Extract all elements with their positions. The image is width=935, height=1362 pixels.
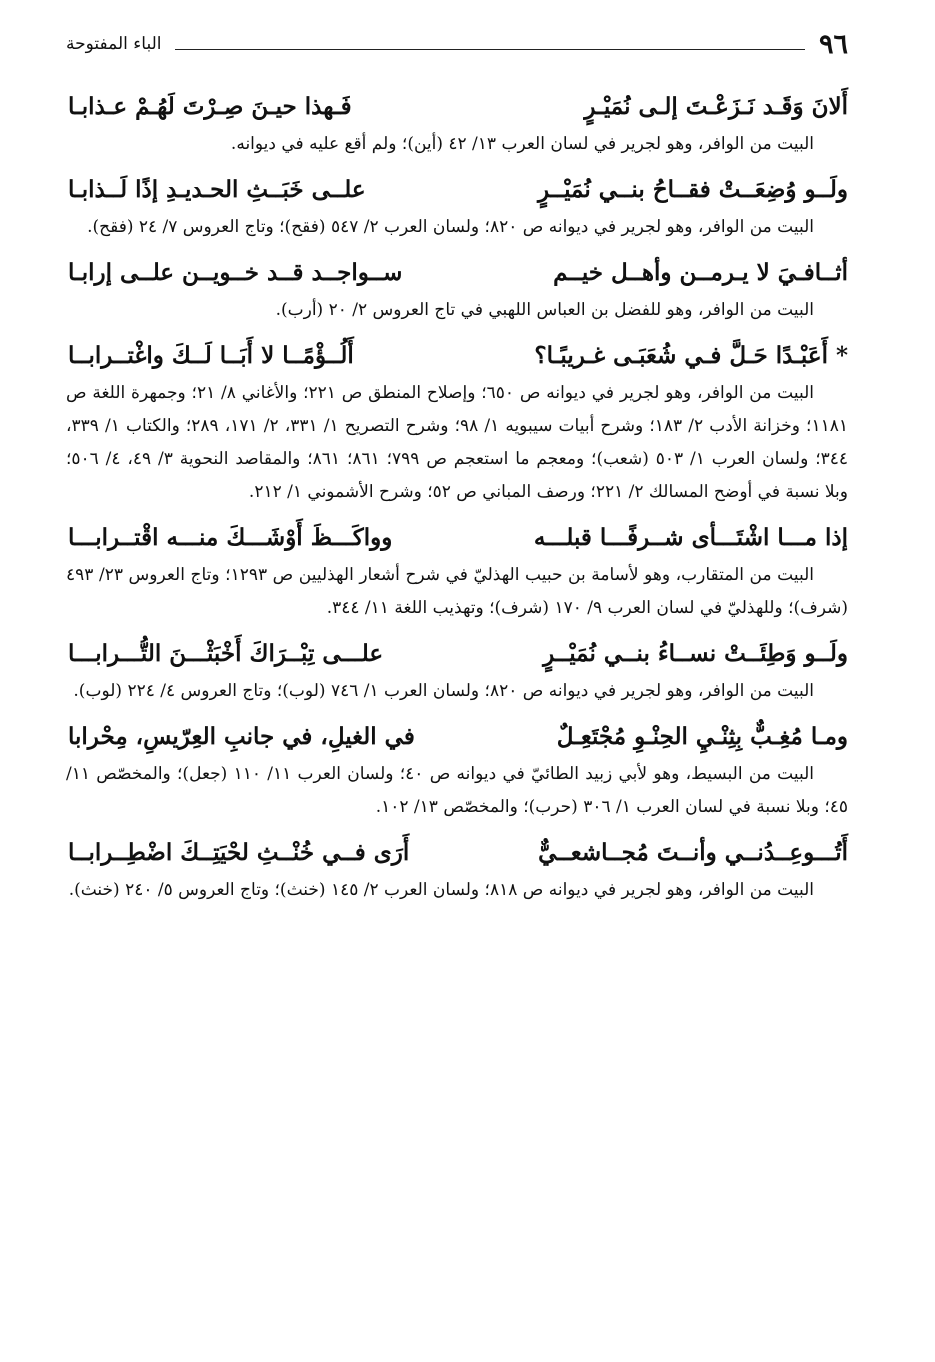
verse-first-hemistich: أثــافـيَ لا يـرمــن وأهــل خيــم <box>553 258 848 286</box>
verse-second-hemistich: علــى خَبَــثِ الحـديـدِ إذًا لَــذابـا <box>68 175 366 203</box>
verse-second-hemistich: أَرَى فــي خُنْــثِ لحْيَتِــكَ اضْطِــرابــا <box>68 838 410 866</box>
verse-commentary: البيت من الوافر، وهو لجرير في ديوانه ص ٦٥٠؛ وإصلاح المنطق ص ٢٢١؛ والأغاني ٨/ ٢١؛ وجمهرة اللغة ص ١١٨١؛ وخزانة الأدب ٢/ ١٨٣؛ وشرح أبيات سيبويه ١/ ٩٨؛ وشرح التصريح ١/ ٣٣١، ٢/ ١٧١، ٢٨٩؛ والكتاب ١/ ٣٣٩، ٣٤٤؛ ولسان العرب ١/ ٥٠٣ (شعب)؛ ومعجم ما استعجم ص ٧٩٩؛ ٨٦١؛ ٨٦١؛ والمقاصد النحوية ٣/ ٤٩، ٤/ ٥٠٦؛ وبلا نسبة في أوضح المسالك ٢/ ٢٢١؛ ورصف المباني ص ٥٢؛ وشرح الأشموني ١/ ٢١٢. <box>66 383 849 502</box>
verse-first-hemistich: ومـا مُغِـبٌّ بِثِنْـيِ الحِنْـوِ مُجْتَعِـلٌ <box>556 722 848 750</box>
header-rule <box>175 49 805 50</box>
verse-line <box>66 714 848 758</box>
verse-second-hemistich: علـــى تِبْــرَاكَ أَخْبَثْـــنَ التُّـــرابـــا <box>68 639 384 667</box>
page-number: ٩٦ <box>818 28 848 60</box>
verse-commentary: البيت من الوافر، وهو لجرير في ديوانه ص ٨٢٠؛ ولسان العرب ١/ ٧٤٦ (لوب)؛ وتاج العروس ٤/ ٢٢٤ (لوب). <box>73 681 814 701</box>
verse-first-hemistich: ولَــو وُضِعَــتْ فقــاحُ بنــي نُمَيْــرٍ <box>537 175 848 203</box>
page-content <box>66 80 848 913</box>
verse-entry <box>66 167 848 244</box>
verse-commentary: البيت من الوافر، وهو لجرير في ديوانه ص ٨٢٠؛ ولسان العرب ٢/ ٥٤٧ (فقح)؛ وتاج العروس ٧/ ٢٤ (فقح). <box>87 217 814 237</box>
verse-entry <box>66 333 848 509</box>
verse-first-hemistich: * أَعَبْـدًا حَـلَّ فـي شُعَبَـى غـريبًـا؟ <box>534 341 848 369</box>
verse-line <box>66 333 848 377</box>
verse-commentary: البيت من الوافر، وهو لجرير في ديوانه ص ٨١٨؛ ولسان العرب ٢/ ١٤٥ (خنث)؛ وتاج العروس ٥/ ٢٤٠ (خنث). <box>68 880 814 900</box>
verse-first-hemistich: إذا مـــا اشْتَـــأى شــرفًـــا قبلـــه <box>533 523 848 551</box>
verse-second-hemistich: وواكَـــظَ أَوْشَـــكَ منـــه اقْتــرابـــا <box>68 523 393 551</box>
verse-line <box>66 631 848 675</box>
verse-entry <box>66 84 848 161</box>
verse-entry <box>66 515 848 625</box>
verse-entry <box>66 250 848 327</box>
verse-second-hemistich: أَلُــؤْمًــا لا أَبَــا لَــكَ واغْتــرابــا <box>68 341 354 369</box>
verse-second-hemistich: ســواجــد قــد خــويــن علــى إرابـا <box>68 258 403 286</box>
page-header <box>66 28 848 60</box>
verse-entry <box>66 631 848 708</box>
running-head: الباء المفتوحة <box>66 34 162 54</box>
verse-line <box>66 167 848 211</box>
verse-commentary: البيت من المتقارب، وهو لأسامة بن حبيب الهذليّ في شرح أشعار الهذليين ص ١٢٩٣؛ وتاج العروس ٢٣/ ٤٩٣ (شرف)؛ وللهذليّ في لسان العرب ٩/ ١٧٠ (شرف)؛ وتهذيب اللغة ١١/ ٣٤٤. <box>66 565 848 618</box>
verse-entry <box>66 714 848 824</box>
verse-first-hemistich: أَلانَ وَقَـد نَـزَعْـتَ إلـى نُمَيْـرٍ <box>584 92 848 120</box>
verse-commentary: البيت من البسيط، وهو لأبي زبيد الطائيّ في ديوانه ص ٤٠؛ ولسان العرب ١١/ ١١٠ (جعل)؛ والمخصّص ١١/ ٤٥؛ وبلا نسبة في لسان العرب ١/ ٣٠٦ (حرب)؛ والمخصّص ١٣/ ١٠٢. <box>66 764 848 817</box>
verse-line <box>66 830 848 874</box>
verse-commentary: البيت من الوافر، وهو لجرير في لسان العرب ١٣/ ٤٢ (أين)؛ ولم أقع عليه في ديوانه. <box>230 134 814 154</box>
verse-second-hemistich: فَـهذا حيـنَ صِـرْتَ لَهُـمْ عـذابـا <box>68 92 352 120</box>
verse-entry <box>66 830 848 907</box>
verse-first-hemistich: ولَــو وَطِئَــتْ نســاءُ بنــي نُمَيْــرٍ <box>543 639 848 667</box>
verse-commentary: البيت من الوافر، وهو للفضل بن العباس اللهبي في تاج العروس ٢/ ٢٠ (أرب). <box>275 300 814 320</box>
verse-line <box>66 250 848 294</box>
verse-second-hemistich: في الغيلِ، في جانبِ العِرّيسِ، مِحْرابا <box>68 722 415 750</box>
verse-line <box>66 515 848 559</box>
verse-line <box>66 84 848 128</box>
verse-first-hemistich: أَتُـــوعِــدُنــي وأنــتَ مُجــاشعــيٌّ <box>538 838 848 866</box>
